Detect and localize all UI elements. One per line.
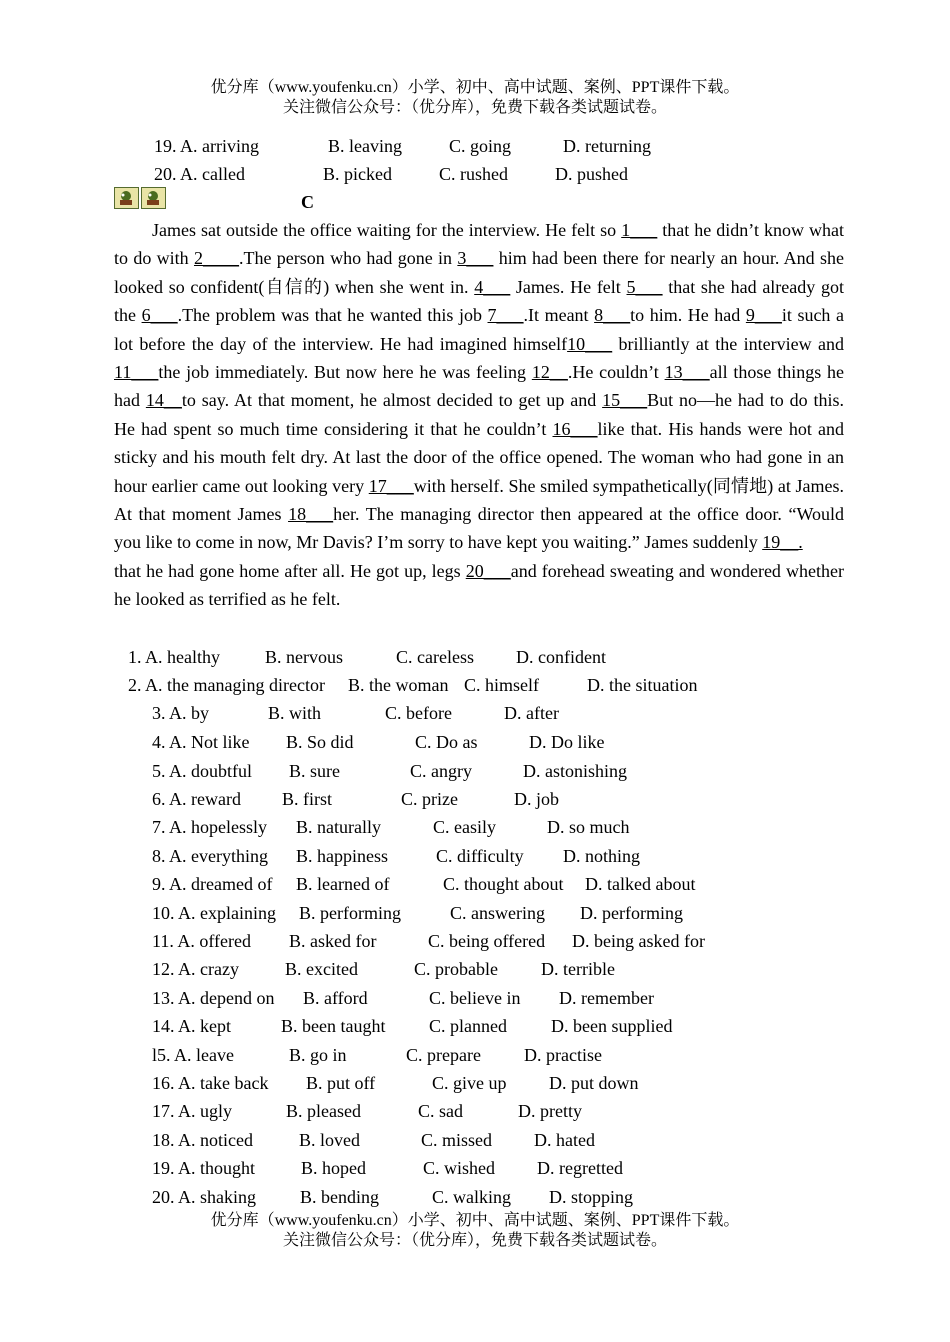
header-line-1: 优分库（www.youfenku.cn）小学、初中、高中试题、案例、PPT课件下载。	[210, 79, 740, 96]
question-4	[0, 731, 950, 753]
option-b: B. afford	[303, 988, 368, 1008]
option-b: B. happiness	[296, 846, 388, 866]
option-b: B. nervous	[265, 647, 343, 667]
option-b: B. asked for	[289, 931, 377, 951]
option-b: B. naturally	[296, 817, 381, 837]
blank-3: 3___	[457, 248, 494, 269]
option-a: 12. A. crazy	[152, 959, 239, 979]
header-line-2: 关注微信公众号：（优分库），免费下载各类试题试卷。	[282, 99, 667, 116]
blank-16: 16___	[552, 418, 598, 439]
option-b: B. hoped	[301, 1158, 366, 1178]
option-b: B. first	[282, 789, 333, 809]
option-c: C. walking	[432, 1187, 511, 1207]
option-d: D. the situation	[587, 675, 698, 695]
option-a: 16. A. take back	[152, 1073, 269, 1093]
question-1	[0, 646, 950, 668]
passage-paragraph: that he had gone home after all. He got up, legs 20___and forehead sweating and wondered whether he looked as terrified as he felt.	[114, 560, 844, 610]
option-b: B. the woman	[348, 675, 449, 695]
question-7	[0, 816, 950, 838]
option-a: 19. A. arriving	[154, 136, 259, 156]
blank-1: 1___	[621, 220, 658, 240]
blank-13: 13___	[664, 362, 710, 383]
option-b: B. with	[268, 703, 322, 723]
decorative-clipart-icon	[141, 187, 166, 209]
option-d: D. so much	[547, 817, 630, 837]
footer-line-2: 关注微信公众号：（优分库），免费下载各类试题试卷。	[282, 1232, 667, 1249]
question-10	[0, 902, 950, 924]
blank-15: 15___	[602, 390, 648, 411]
blank-6: 6___	[141, 305, 178, 326]
option-a: 13. A. depend on	[152, 988, 275, 1008]
blank-19: 19__.	[762, 532, 803, 553]
blank-17: 17___	[368, 475, 414, 496]
option-a: 10. A. explaining	[152, 903, 276, 923]
blank-10: 10___	[567, 333, 613, 354]
option-d: D. been supplied	[551, 1016, 673, 1036]
option-a: 5. A. doubtful	[152, 761, 253, 781]
option-b: B. put off	[306, 1073, 376, 1093]
option-b: B. been taught	[281, 1016, 386, 1036]
blank-20: 20___	[465, 560, 511, 581]
question-11	[0, 930, 950, 952]
option-d: D. practise	[524, 1045, 602, 1065]
option-a: 20. A. called	[154, 164, 245, 184]
option-d: D. put down	[549, 1073, 639, 1093]
option-c: C. thought about	[443, 874, 564, 894]
option-a: 19. A. thought	[152, 1158, 256, 1178]
blank-5: 5___	[626, 276, 663, 297]
option-c: C. sad	[418, 1101, 463, 1121]
decorative-clipart-icon	[114, 187, 139, 209]
option-a: 4. A. Not like	[152, 732, 250, 752]
option-b: B. picked	[323, 164, 392, 184]
option-c: C. himself	[464, 675, 539, 695]
option-c: C. difficulty	[436, 846, 524, 866]
option-c: C. probable	[414, 959, 498, 979]
option-c: C. angry	[410, 761, 472, 781]
option-b: B. So did	[286, 732, 354, 752]
option-d: D. pretty	[518, 1101, 582, 1121]
option-d: D. returning	[563, 136, 651, 156]
option-c: C. before	[385, 703, 452, 723]
option-c: C. planned	[429, 1016, 507, 1036]
question-14	[0, 1015, 950, 1037]
option-c: C. answering	[450, 903, 545, 923]
blank-2: 2____	[193, 248, 239, 269]
question-16	[0, 1072, 950, 1094]
blank-12: 12__	[531, 362, 568, 383]
blank-18: 18___	[288, 504, 334, 525]
option-a: 18. A. noticed	[152, 1130, 253, 1150]
question-13	[0, 987, 950, 1009]
blank-11: 11___	[114, 362, 159, 383]
option-d: D. hated	[534, 1130, 595, 1150]
question-19	[0, 1157, 950, 1179]
option-b: B. loved	[299, 1130, 360, 1150]
footer-line-1: 优分库（www.youfenku.cn）小学、初中、高中试题、案例、PPT课件下载。	[210, 1212, 740, 1229]
blank-7: 7___	[487, 305, 524, 326]
prev-question-19	[0, 135, 950, 157]
option-d: D. regretted	[537, 1158, 623, 1178]
option-a: 3. A. by	[152, 703, 210, 723]
blank-14: 14__	[145, 390, 182, 411]
option-d: D. being asked for	[572, 931, 705, 951]
option-b: B. performing	[299, 903, 401, 923]
option-b: B. sure	[289, 761, 340, 781]
option-d: D. Do like	[529, 732, 605, 752]
question-15	[0, 1044, 950, 1066]
blank-8: 8___	[594, 305, 631, 326]
option-a: 6. A. reward	[152, 789, 241, 809]
question-6	[0, 788, 950, 810]
option-a: 1. A. healthy	[128, 647, 220, 667]
option-d: D. job	[514, 789, 559, 809]
option-b: B. bending	[300, 1187, 379, 1207]
blank-9: 9___	[745, 305, 782, 326]
question-9	[0, 873, 950, 895]
option-a: 2. A. the managing director	[128, 675, 325, 695]
option-b: B. learned of	[296, 874, 390, 894]
option-c: C. easily	[433, 817, 496, 837]
option-c: C. being offered	[428, 931, 546, 951]
option-c: C. going	[449, 136, 512, 156]
option-d: D. pushed	[555, 164, 628, 184]
option-b: B. go in	[289, 1045, 347, 1065]
option-a: l5. A. leave	[152, 1045, 234, 1065]
option-d: D. talked about	[585, 874, 696, 894]
question-18	[0, 1129, 950, 1151]
option-d: D. performing	[580, 903, 683, 923]
option-c: C. wished	[423, 1158, 495, 1178]
option-d: D. nothing	[563, 846, 641, 866]
option-c: C. missed	[421, 1130, 493, 1150]
option-c: C. believe in	[429, 988, 521, 1008]
question-20	[0, 1186, 950, 1208]
option-d: D. stopping	[549, 1187, 634, 1207]
option-d: D. confident	[516, 647, 606, 667]
option-d: D. after	[504, 703, 559, 723]
option-a: 17. A. ugly	[152, 1101, 233, 1121]
question-2	[0, 674, 950, 696]
question-5	[0, 760, 950, 782]
option-a: 20. A. shaking	[152, 1187, 257, 1207]
passage-paragraph: James sat outside the office waiting for the interview. He felt so 1___ that he didn’t know what to do with 2____.The person who had gone in 3___ him had been there for nearly an hour. And she looked so confident(自信的) when she went in. 4___ James. He felt 5___ that she had already got the 6___.The problem was that he wanted this job 7___.It meant 8___to him. He had 9___it such a lot before the day of the interview. He had imagined himself10___ brilliantly at the interview and 11___the job immediately. But now here he was feeling 12__.He couldn’t 13___all those things he had 14__to say. At that moment, he almost decided to get up and 15___But no—he had to do this. He had spent so much time considering it that he couldn’t 16___like that. His hands were hot and sticky and his mouth felt dry. At last the door of the office opened. The woman who had gone in an hour earlier came out looking very 17___with herself. She smiled sympathetically(同情地) at James. At that moment James 18___her. The managing director then appeared at the office door. “Would you like to come in now, Mr Davis? I’m sorry to have kept you waiting.” James suddenly 19__.	[114, 220, 845, 553]
option-c: C. give up	[432, 1073, 507, 1093]
option-a: 9. A. dreamed of	[152, 874, 273, 894]
prev-question-20	[0, 163, 950, 185]
question-3	[0, 702, 950, 724]
option-b: B. leaving	[328, 136, 402, 156]
option-c: C. prize	[401, 789, 458, 809]
option-d: D. remember	[559, 988, 654, 1008]
option-c: C. rushed	[439, 164, 508, 184]
option-a: 7. A. hopelessly	[152, 817, 267, 837]
question-8	[0, 845, 950, 867]
option-b: B. excited	[285, 959, 358, 979]
option-d: D. astonishing	[523, 761, 628, 781]
question-12	[0, 958, 950, 980]
option-c: C. prepare	[406, 1045, 481, 1065]
question-17	[0, 1100, 950, 1122]
section-label: C	[301, 192, 314, 212]
cloze-passage	[114, 216, 844, 614]
option-d: D. terrible	[541, 959, 615, 979]
option-c: C. careless	[396, 647, 474, 667]
option-a: 8. A. everything	[152, 846, 268, 866]
option-b: B. pleased	[286, 1101, 361, 1121]
option-a: 14. A. kept	[152, 1016, 231, 1036]
option-a: 11. A. offered	[152, 931, 251, 951]
option-c: C. Do as	[415, 732, 478, 752]
blank-4: 4___	[474, 276, 511, 297]
